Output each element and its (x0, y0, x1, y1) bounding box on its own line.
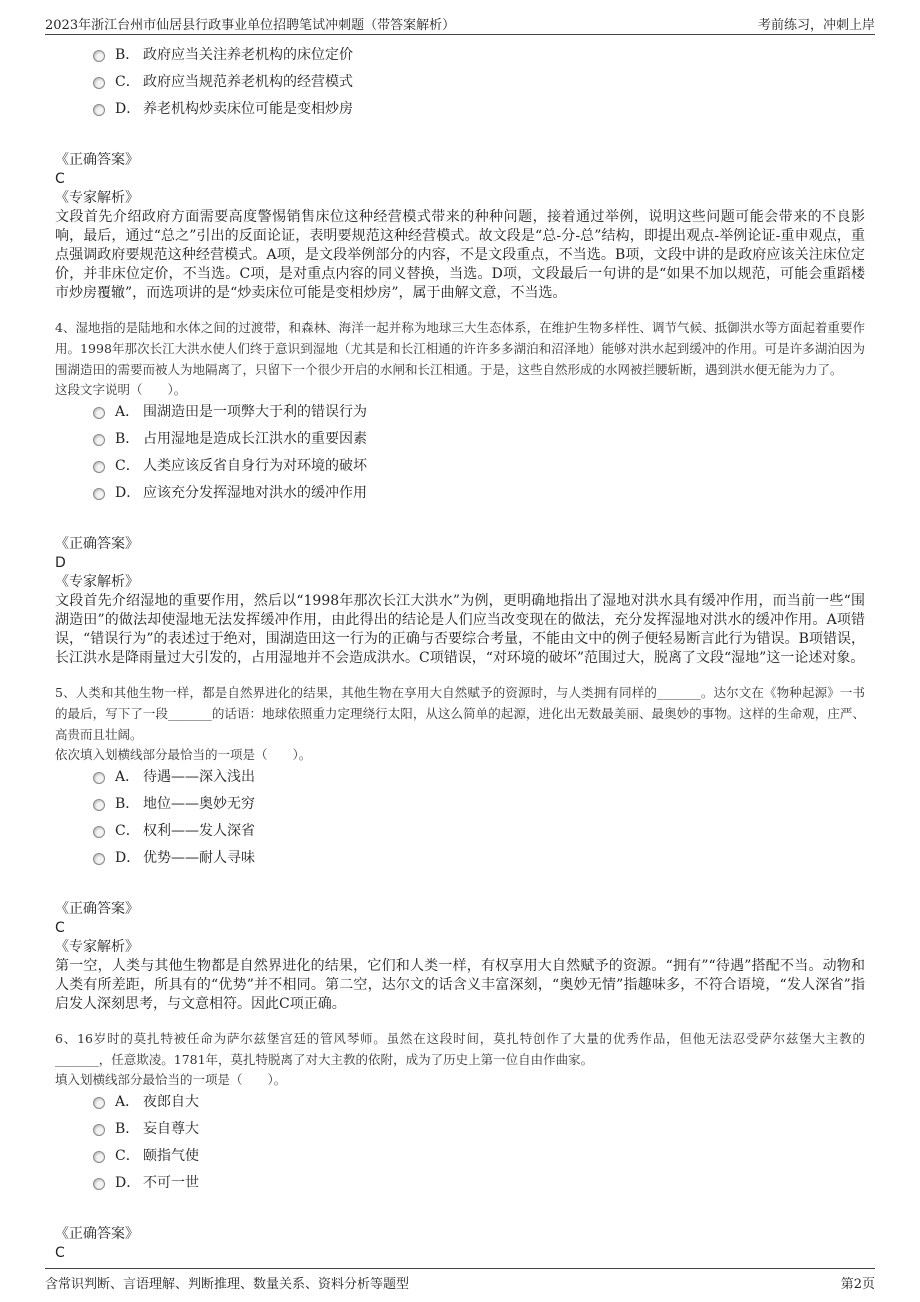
page-footer (45, 1268, 875, 1291)
q4-answer: D (55, 555, 66, 571)
answer-label: 《正确答案》 (55, 536, 139, 552)
page-content (55, 42, 865, 1263)
q4-prompt: 这段文字说明（ ）。 (55, 382, 187, 397)
radio-icon[interactable] (93, 1178, 105, 1190)
q5-prompt: 依次填入划横线部分最恰当的一项是（ ）。 (55, 747, 312, 762)
q3-option-b[interactable]: B． 政府应当关注养老机构的床位定价 (55, 42, 865, 69)
radio-icon[interactable] (93, 1151, 105, 1163)
q3-analysis: 文段首先介绍政府方面需要高度警惕销售床位这种经营模式带来的种种问题，接着通过举例，说明这些问题可能会带来的不良影响，最后，通过“总之”引出的反面论证，表明要规范这种经营模式。故文段是“总-分-总”结构，即提出观点-举例论证-重申观点，重点强调政府要规范这种经营模式。A项，是文段举例部分的内容，不是文段重点，不当选。B项，文段中讲的是政府应该关注床位定价，并非床位定价，不当选。C项，是对重点内容的同义替换，当选。D项，文段最后一句讲的是“如果不加以规范，可能会重蹈楼市炒房覆辙”，而选项讲的是“炒卖床位可能是变相炒房”，属于曲解文意，不当选。 (55, 209, 865, 301)
analysis-label: 《专家解析》 (55, 574, 139, 590)
radio-icon[interactable] (93, 461, 105, 473)
q5-option-d[interactable]: D． 优势——耐人寻味 (55, 845, 865, 872)
q6-option-d[interactable]: D． 不可一世 (55, 1170, 865, 1197)
radio-icon[interactable] (93, 104, 105, 116)
radio-icon[interactable] (93, 799, 105, 811)
answer-label: 《正确答案》 (55, 1226, 139, 1242)
q6-option-b[interactable]: B． 妄自尊大 (55, 1116, 865, 1143)
radio-icon[interactable] (93, 407, 105, 419)
q5-option-b[interactable]: B． 地位——奥妙无穷 (55, 791, 865, 818)
page-header (45, 10, 875, 35)
radio-icon[interactable] (93, 77, 105, 89)
q6-prompt: 填入划横线部分最恰当的一项是（ ）。 (55, 1072, 287, 1087)
radio-icon[interactable] (93, 434, 105, 446)
q3-answer: C (55, 171, 65, 187)
question-6 (55, 1028, 865, 1263)
q4-option-d[interactable]: D． 应该充分发挥湿地对洪水的缓冲作用 (55, 480, 865, 507)
question-4 (55, 317, 865, 668)
q4-analysis: 文段首先介绍湿地的重要作用，然后以“1998年那次长江大洪水”为例，更明确地指出了湿地对洪水具有缓冲作用，而当前一些“围湖造田”的做法却使湿地无法发挥缓冲作用，由此得出的结论是人们应当改变现在的做法，充分发挥湿地对洪水的缓冲作用。A项错误，“错误行为”的表述过于绝对，围湖造田这一行为的正确与否要综合考量，不能由文中的例子便轻易断言此行为错误。B项错误，长江洪水是降雨量过大引发的，占用湿地并不会造成洪水。C项错误，“对环境的破坏”范围过大，脱离了文段“湿地”这一论述对象。 (55, 593, 865, 666)
question-5 (55, 682, 865, 1014)
q6-option-c[interactable]: C． 颐指气使 (55, 1143, 865, 1170)
radio-icon[interactable] (93, 1097, 105, 1109)
q5-option-c[interactable]: C． 权利——发人深省 (55, 818, 865, 845)
footer-topics: 含常识判断、言语理解、判断推理、数量关系、资料分析等题型 (45, 1277, 410, 1292)
q5-stem: 5、人类和其他生物一样，都是自然界进化的结果，其他生物在享用大自然赋予的资源时，与人类拥有同样的_______。达尔文在《物种起源》一书的最后，写下了一段_______的话语：地球依照重力定理绕行太阳，从这么简单的起源，进化出无数最美丽、最奥妙的事物。这样的生命观，庄严、高贵而且壮阔。 (55, 685, 865, 742)
q3-option-c[interactable]: C． 政府应当规范养老机构的经营模式 (55, 69, 865, 96)
q4-option-a[interactable]: A． 围湖造田是一项弊大于利的错误行为 (55, 399, 865, 426)
q4-option-b[interactable]: B． 占用湿地是造成长江洪水的重要因素 (55, 426, 865, 453)
q3-option-d[interactable]: D． 养老机构炒卖床位可能是变相炒房 (55, 96, 865, 123)
answer-label: 《正确答案》 (55, 901, 139, 917)
analysis-label: 《专家解析》 (55, 190, 139, 206)
answer-label: 《正确答案》 (55, 152, 139, 168)
question-3 (55, 42, 865, 303)
page-number: 第2页 (840, 1277, 875, 1292)
q4-stem: 4、湿地指的是陆地和水体之间的过渡带，和森林、海洋一起并称为地球三大生态体系，在维护生物多样性、调节气候、抵御洪水等方面起着重要作用。1998年那次长江大洪水使人们终于意识到湿地（尤其是和长江相通的许许多多湖泊和沼泽地）能够对洪水起到缓冲的作用。可是许多湖泊因为围湖造田的需要而被人为地隔离了，只留下一个很少开启的水闸和长江相通。于是，这些自然形成的水网被拦腰斩断，遇到洪水便无能为力了。 (55, 320, 865, 377)
radio-icon[interactable] (93, 50, 105, 62)
analysis-label: 《专家解析》 (55, 939, 139, 955)
radio-icon[interactable] (93, 853, 105, 865)
q5-answer: C (55, 920, 65, 936)
radio-icon[interactable] (93, 826, 105, 838)
radio-icon[interactable] (93, 488, 105, 500)
q5-analysis: 第一空，人类与其他生物都是自然界进化的结果，它们和人类一样，有权享用大自然赋予的资源。“拥有”“待遇”搭配不当。动物和人类有所差距，所具有的“优势”并不相同。第二空，达尔文的话含义丰富深刻，“奥妙无情”指趣味多，不符合语境，“发人深省”指启发人深刻思考，与文意相符。因此C项正确。 (55, 958, 865, 1012)
q4-option-c[interactable]: C． 人类应该反省自身行为对环境的破坏 (55, 453, 865, 480)
q6-option-a[interactable]: A． 夜郎自大 (55, 1089, 865, 1116)
document-title: 2023年浙江台州市仙居县行政事业单位招聘笔试冲刺题（带答案解析） (45, 18, 456, 33)
radio-icon[interactable] (93, 1124, 105, 1136)
radio-icon[interactable] (93, 772, 105, 784)
q6-stem: 6、16岁时的莫扎特被任命为萨尔兹堡宫廷的管风琴师。虽然在这段时间，莫扎特创作了大量的优秀作品，但他无法忍受萨尔兹堡大主教的_______，任意欺凌。1781年，莫扎特脱离了对大主教的依附，成为了历史上第一位自由作曲家。 (55, 1031, 865, 1067)
q5-option-a[interactable]: A． 待遇——深入浅出 (55, 764, 865, 791)
header-slogan: 考前练习，冲刺上岸 (757, 18, 875, 33)
q6-answer: C (55, 1245, 65, 1261)
